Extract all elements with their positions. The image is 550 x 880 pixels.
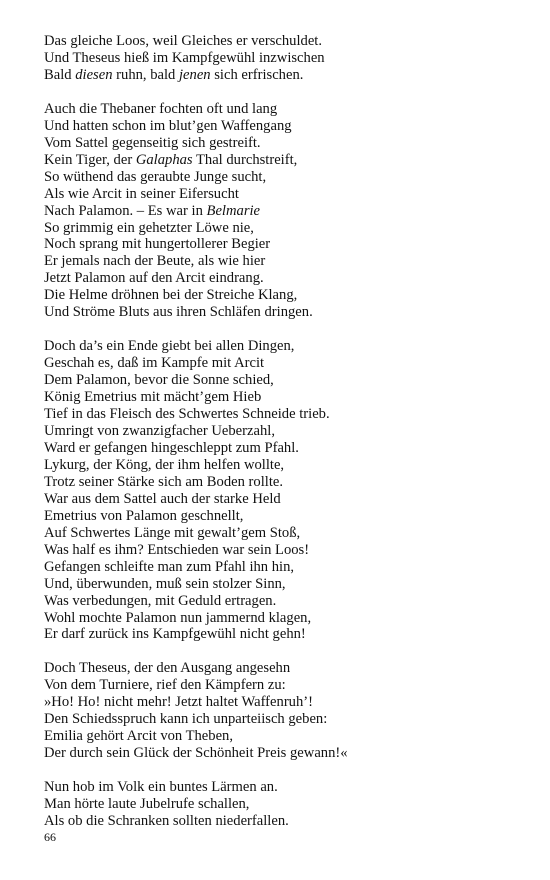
poem-line: Emetrius von Palamon geschnellt, bbox=[44, 507, 244, 524]
poem-line: Nach Palamon. – Es war in Belmarie bbox=[44, 202, 261, 219]
poem-line: Als wie Arcit in seiner Eifersucht bbox=[44, 185, 239, 202]
poem-line: König Emetrius mit mächt’gem Hieb bbox=[44, 389, 262, 406]
poem-line: Trotz seiner Stärke sich am Boden rollte. bbox=[44, 473, 283, 490]
poem-line: Lykurg, der Köng, der ihm helfen wollte, bbox=[44, 456, 285, 473]
poem-line: Was verbedungen, mit Geduld ertragen. bbox=[44, 592, 277, 609]
poem-line: Was half es ihm? Entschieden war sein Loos! bbox=[44, 541, 310, 558]
poem-line: Und hatten schon im blut’gen Waffengang bbox=[44, 117, 292, 134]
poem-line: Emilia gehört Arcit von Theben, bbox=[44, 728, 233, 745]
poem-line: So wüthend das geraubte Junge sucht, bbox=[44, 168, 267, 185]
poem-line: Bald diesen ruhn, bald jenen sich erfrischen. bbox=[44, 66, 304, 83]
poem-line: Kein Tiger, der Galaphas Thal durchstreift, bbox=[44, 151, 298, 168]
stanza bbox=[44, 101, 514, 321]
poem-line: Den Schiedsspruch kann ich unparteiisch geben: bbox=[44, 711, 328, 728]
poem-line: Und, überwunden, muß sein stolzer Sinn, bbox=[44, 575, 286, 592]
stanza bbox=[44, 338, 514, 643]
poem-line: Geschah es, daß im Kampfe mit Arcit bbox=[44, 355, 265, 372]
poem-line: Doch da’s ein Ende giebt bei allen Dingen, bbox=[44, 338, 295, 355]
stanza bbox=[44, 33, 514, 84]
poem-line: Auch die Thebaner fochten oft und lang bbox=[44, 100, 278, 117]
poem-line: Jetzt Palamon auf den Arcit eindrang. bbox=[44, 270, 264, 287]
poem-line: Als ob die Schranken sollten niederfallen. bbox=[44, 813, 289, 830]
poem-line: Nun hob im Volk ein buntes Lärmen an. bbox=[44, 779, 278, 796]
poem-line: Und Theseus hieß im Kampfgewühl inzwischen bbox=[44, 49, 325, 66]
poem-line: Die Helme dröhnen bei der Streiche Klang, bbox=[44, 287, 298, 304]
poem-line: Der durch sein Glück der Schönheit Preis gewann!« bbox=[44, 745, 348, 762]
poem-text bbox=[44, 33, 514, 847]
poem-line: Wohl mochte Palamon nun jammernd klagen, bbox=[44, 609, 312, 626]
poem-line: Man hörte laute Jubelrufe schallen, bbox=[44, 796, 250, 813]
poem-line: Dem Palamon, bevor die Sonne schied, bbox=[44, 372, 274, 389]
stanza bbox=[44, 779, 514, 830]
poem-line: Ward er gefangen hingeschleppt zum Pfahl. bbox=[44, 439, 299, 456]
page-number: 66 bbox=[44, 830, 56, 844]
poem-line: Er jemals nach der Beute, als wie hier bbox=[44, 253, 266, 270]
poem-line: Und Ströme Bluts aus ihren Schläfen dringen. bbox=[44, 304, 313, 321]
poem-line: »Ho! Ho! nicht mehr! Jetzt haltet Waffenruh’! bbox=[44, 694, 313, 711]
poem-line: Auf Schwertes Länge mit gewalt’gem Stoß, bbox=[44, 524, 301, 541]
poem-line: Das gleiche Loos, weil Gleiches er verschuldet. bbox=[44, 33, 322, 49]
poem-line: Tief in das Fleisch des Schwertes Schneide trieb. bbox=[44, 406, 330, 423]
poem-line: Noch sprang mit hungertollerer Begier bbox=[44, 236, 271, 253]
stanza bbox=[44, 660, 514, 762]
poem-line: Gefangen schleifte man zum Pfahl ihn hin, bbox=[44, 558, 295, 575]
poem-line: Von dem Turniere, rief den Kämpfern zu: bbox=[44, 677, 286, 694]
poem-line: Doch Theseus, der den Ausgang angesehn bbox=[44, 660, 291, 677]
poem-line: Umringt von zwanzigfacher Ueberzahl, bbox=[44, 423, 275, 440]
poem-line: Er darf zurück ins Kampfgewühl nicht gehn! bbox=[44, 626, 306, 643]
poem-line: Vom Sattel gegenseitig sich gestreift. bbox=[44, 134, 261, 151]
poem-line: So grimmig ein gehetzter Löwe nie, bbox=[44, 219, 254, 236]
poem-line: War aus dem Sattel auch der starke Held bbox=[44, 490, 281, 507]
